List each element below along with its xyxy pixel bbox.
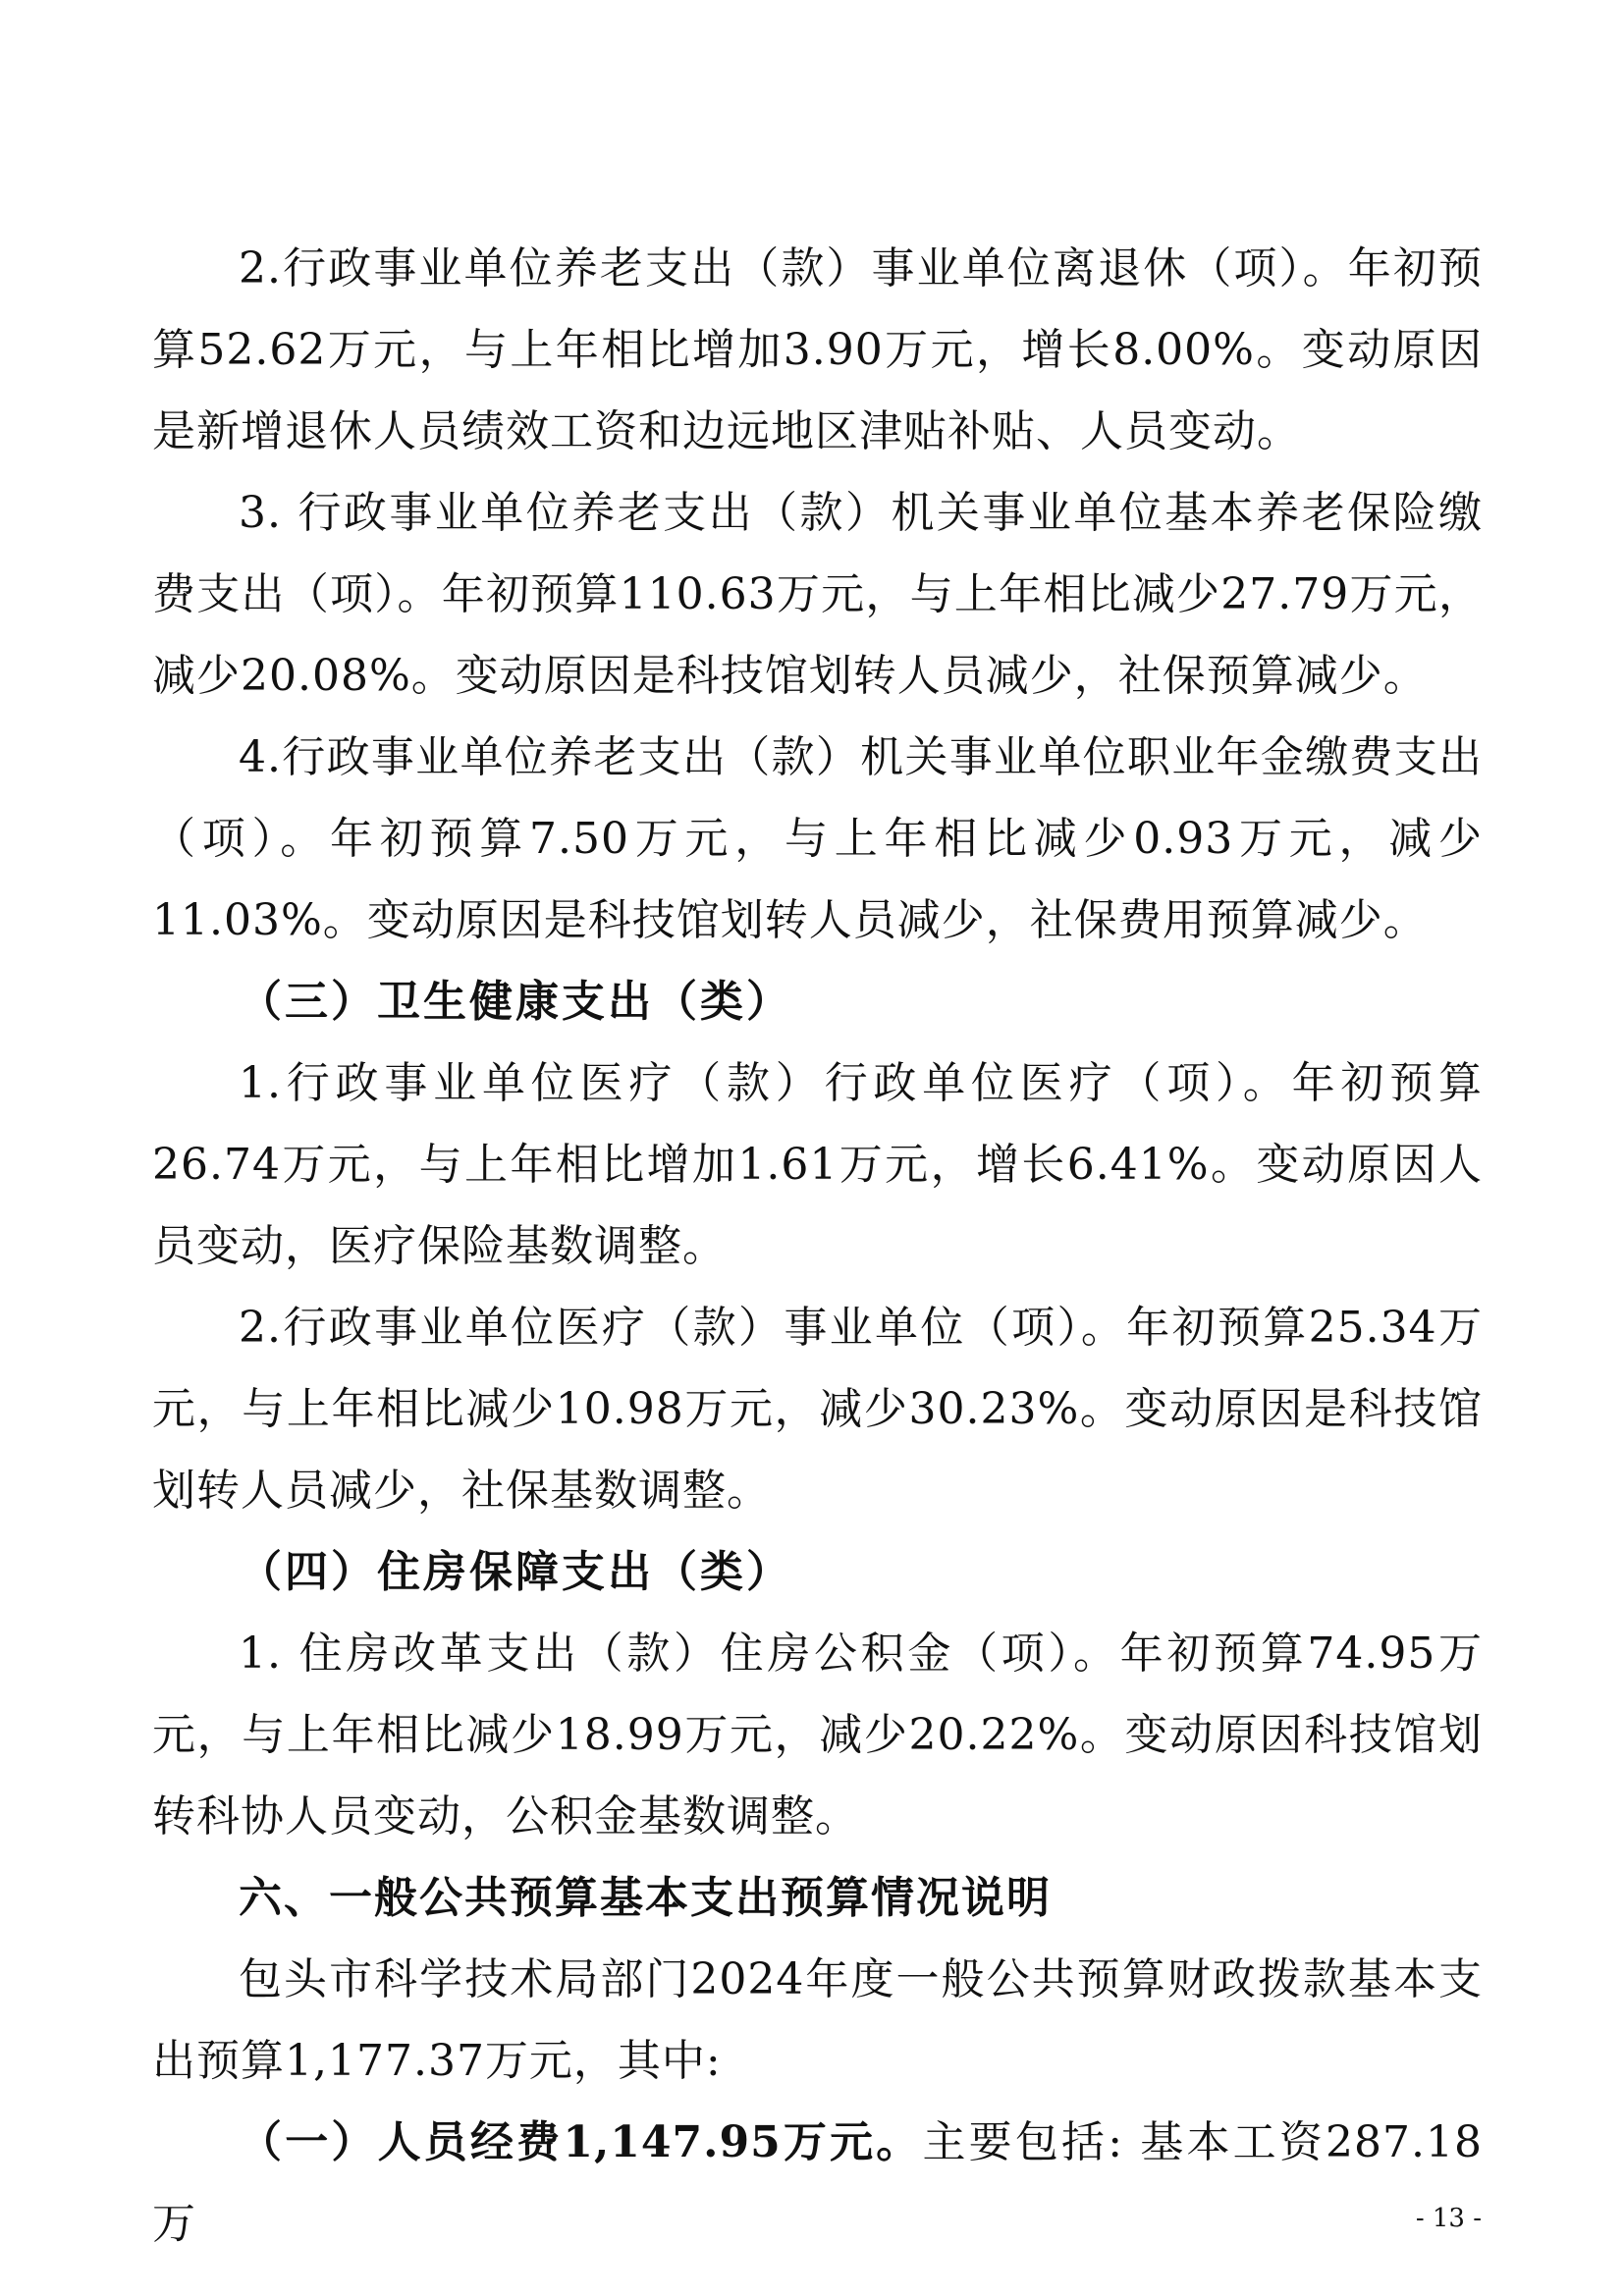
paragraph-basic-expenditure-summary: 包头市科学技术局部门2024年度一般公共预算财政拨款基本支出预算1,177.37万元，其中: [152,1954,1483,2086]
paragraph-institution-medical: 2.行政事业单位医疗（款）事业单位（项）。年初预算25.34万元，与上年相比减少10.98万元，减少30.23%。变动原因是科技馆划转人员减少，社保基数调整。 [152,1303,1483,1516]
paragraph-basic-pension-insurance: 3. 行政事业单位养老支出（款）机关事业单位基本养老保险缴费支出（项）。年初预算110.63万元，与上年相比减少27.79万元，减少20.08%。变动原因是科技馆划转人员减少，社保预算减少。 [152,488,1483,701]
paragraph-administrative-medical: 1.行政事业单位医疗（款）行政单位医疗（项）。年初预算26.74万元，与上年相比增加1.61万元，增长6.41%。变动原因人员变动，医疗保险基数调整。 [152,1058,1483,1271]
paragraph-personnel-expenses [152,2102,1483,2265]
personnel-expenses-detail: 主要包括: 基本工资287.18万 [152,2117,1483,2249]
heading-housing-expenditure: （四）住房保障支出（类） [239,1547,792,1597]
page-number: - 13 - [1415,2204,1482,2233]
heading-section-six: 六、一般公共预算基本支出预算情况说明 [239,1873,1052,1923]
paragraph-retirement-public-institutions: 2.行政事业单位养老支出（款）事业单位离退休（项）。年初预算52.62万元，与上年相比增加3.90万元，增长8.00%。变动原因是新增退休人员绩效工资和边远地区津贴补贴、人员变动。 [152,243,1483,456]
heading-health-expenditure: （三）卫生健康支出（类） [239,977,792,1027]
paragraph-housing-provident-fund: 1. 住房改革支出（款）住房公积金（项）。年初预算74.95万元，与上年相比减少18.99万元，减少20.22%。变动原因科技馆划转科协人员变动，公积金基数调整。 [152,1629,1483,1842]
personnel-expenses-lead: （一）人员经费1,147.95万元。 [239,2117,923,2167]
paragraph-occupational-annuity: 4.行政事业单位养老支出（款）机关事业单位职业年金缴费支出（项）。年初预算7.50万元，与上年相比减少0.93万元，减少11.03%。变动原因是科技馆划转人员减少，社保费用预算减少。 [152,732,1483,945]
document-body [152,228,1483,2265]
